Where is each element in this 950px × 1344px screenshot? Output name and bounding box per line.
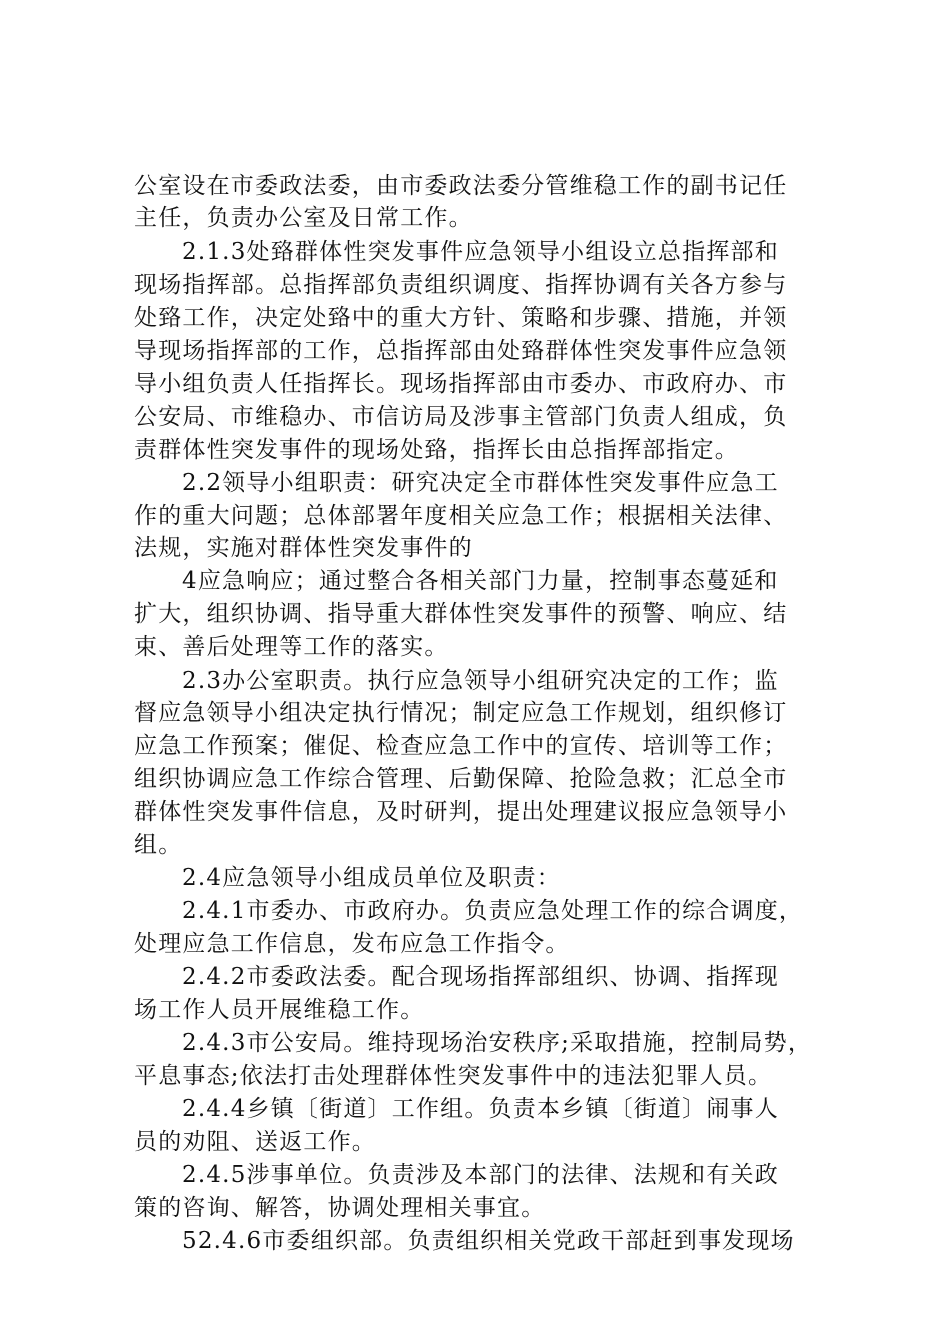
text-line: 责群体性突发事件的现场处臵，指挥长由总指挥部指定。 — [134, 437, 739, 463]
text-line: 应急工作预案；催促、检查应急工作中的宣传、培训等工作； — [134, 733, 788, 759]
text-line: 场工作人员开展维稳工作。 — [134, 997, 425, 1023]
text-line: 主任，负责办公室及日常工作。 — [134, 205, 473, 231]
text-line: 导现场指挥部的工作，总指挥部由处臵群体性突发事件应急领 — [134, 338, 788, 364]
text-line: 现场指挥部。总指挥部负责组织调度、指挥协调有关各方参与 — [134, 272, 788, 298]
text-line: 束、善后处理等工作的落实。 — [134, 634, 449, 660]
text-line: 作的重大问题；总体部署年度相关应急工作；根据相关法律、 — [134, 503, 788, 529]
text-line: 组织协调应急工作综合管理、后勤保障、抢险急救；汇总全市 — [134, 766, 788, 792]
text-line: 员的劝阻、送返工作。 — [134, 1129, 376, 1155]
text-line: 组。 — [134, 832, 183, 858]
text-line: 2.2领导小组职责：研究决定全市群体性突发事件应急工 — [182, 470, 779, 496]
text-line: 策的咨询、解答，协调处理相关事宜。 — [134, 1195, 546, 1221]
text-line: 2.4.1市委办、市政府办。负责应急处理工作的综合调度， — [182, 898, 804, 924]
text-line: 2.4应急领导小组成员单位及职责： — [182, 865, 561, 891]
text-line: 导小组负责人任指挥长。现场指挥部由市委办、市政府办、市 — [134, 371, 788, 397]
text-line: 2.4.5涉事单位。负责涉及本部门的法律、法规和有关政 — [182, 1162, 779, 1188]
text-line: 扩大，组织协调、指导重大群体性突发事件的预警、响应、结 — [134, 601, 788, 627]
text-line: 督应急领导小组决定执行情况；制定应急工作规划，组织修订 — [134, 700, 788, 726]
text-line: 2.4.2市委政法委。配合现场指挥部组织、协调、指挥现 — [182, 964, 779, 990]
text-line: 处臵工作，决定处臵中的重大方针、策略和步骤、措施，并领 — [134, 305, 788, 331]
text-line: 2.4.3市公安局。维持现场治安秩序;采取措施，控制局势， — [182, 1030, 813, 1056]
text-line: 法规，实施对群体性突发事件的 — [134, 535, 473, 561]
text-line: 平息事态;依法打击处理群体性突发事件中的违法犯罪人员。 — [134, 1063, 773, 1089]
text-line: 2.1.3处臵群体性突发事件应急领导小组设立总指挥部和 — [182, 239, 779, 265]
text-line: 52.4.6市委组织部。负责组织相关党政干部赶到事发现场 — [182, 1228, 795, 1254]
text-line: 群体性突发事件信息，及时研判，提出处理建议报应急领导小 — [134, 799, 788, 825]
text-line: 4应急响应；通过整合各相关部门力量，控制事态蔓延和 — [182, 568, 779, 594]
text-line: 处理应急工作信息，发布应急工作指令。 — [134, 931, 570, 957]
text-line: 2.3办公室职责。执行应急领导小组研究决定的工作；监 — [182, 668, 779, 694]
text-line: 公安局、市维稳办、市信访局及涉事主管部门负责人组成，负 — [134, 404, 788, 430]
text-line: 公室设在市委政法委，由市委政法委分管维稳工作的副书记任 — [134, 173, 788, 199]
text-line: 2.4.4乡镇〔街道〕工作组。负责本乡镇〔街道〕闹事人 — [182, 1096, 779, 1122]
